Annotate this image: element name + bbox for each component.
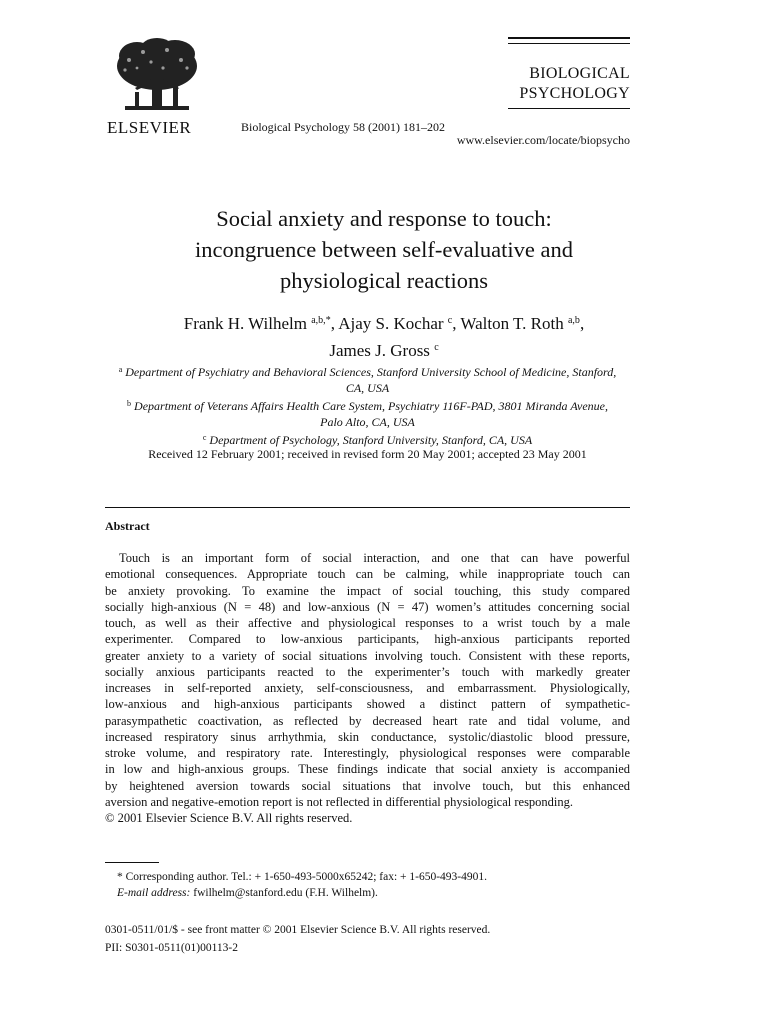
journal-rule-second [508, 43, 630, 44]
paper-title [100, 203, 668, 296]
email-note [117, 885, 487, 901]
footnote-rule [105, 862, 159, 863]
journal-name-line2: PSYCHOLOGY [519, 85, 630, 102]
abstract-line: © 2001 Elsevier Science B.V. All rights reserved. [105, 811, 353, 825]
contact-numbers: Corresponding author. Tel.: + 1-650-493-5000x65242; fax: + 1-650-493-4901. [122, 871, 488, 883]
abstract-body [105, 550, 630, 826]
author-gross-affil: c [434, 342, 439, 353]
affiliation-text: Department of Veterans Affairs Health Care System, Psychiatry 116F-PAD, 3801 Miranda Avenue, [134, 399, 608, 413]
article-identifiers [105, 921, 490, 957]
affiliation-b [105, 396, 630, 430]
author-line2 [100, 336, 668, 363]
pii-line: PII: S0301-0511(01)00113-2 [105, 942, 238, 954]
author-kochar: , Ajay S. Kochar [330, 314, 444, 333]
title-line3: physiological reactions [279, 268, 489, 293]
affiliation-label: c [202, 433, 207, 442]
email-address[interactable]: fwilhelm@stanford.edu (F.H. Wilhelm). [190, 887, 378, 899]
affiliation-label: b [127, 399, 132, 408]
author-roth: , Walton T. Roth [452, 314, 564, 333]
author-kochar-affil: c [447, 315, 453, 326]
received-dates: Received 12 February 2001; received in revised form 20 May 2001; accepted 23 May 2001 [148, 447, 587, 461]
author-separator: , [579, 314, 585, 333]
journal-rule-bottom [508, 108, 630, 109]
author-roth-affil: a,b [567, 315, 580, 326]
abstract-line: increased respiratory sinus arrhythmia, skin conductance, systolic/diastolic blood pressure, [105, 729, 630, 744]
abstract-line: aversion and negative-emotion report is not reflected in differential physiological responding. [105, 794, 574, 809]
copyright-line: 0301-0511/01/$ - see front matter © 2001 Elsevier Science B.V. All rights reserved. [105, 924, 491, 936]
affiliation-text-cont: Palo Alto, CA, USA [320, 414, 415, 429]
affiliations [105, 362, 630, 449]
journal-name [500, 64, 630, 104]
affiliation-text-cont: CA, USA [345, 380, 390, 395]
corresponding-star[interactable]: * [325, 315, 331, 326]
abstract-line: touch, as well as their affective and physiological responses to a wrist touch by a male [105, 616, 630, 630]
abstract-heading: Abstract [105, 519, 150, 533]
affiliation-text: Department of Psychology, Stanford University, Stanford, CA, USA [209, 433, 533, 447]
journal-citation: Biological Psychology 58 (2001) 181–202 [241, 120, 445, 134]
publisher-name: ELSEVIER [107, 118, 192, 137]
journal-url[interactable]: www.elsevier.com/locate/biopsycho [456, 133, 630, 147]
abstract-line: socially anxious participants reacted to the experimenter’s touch with markedly greater [105, 664, 630, 679]
footnote-star: * [117, 871, 123, 883]
title-line2: incongruence between self-evaluative and [195, 237, 573, 262]
abstract-line: by heightened aversion towards social situations that involve touch, but this enhanced [105, 778, 630, 793]
corresponding-author-note [117, 869, 487, 885]
author-gross: James J. Gross [329, 341, 430, 360]
email-label: E-mail address: [117, 887, 191, 899]
abstract-line: low-anxious and high-anxious participants showed a distinct pattern of sympathetic- [105, 697, 630, 712]
abstract-line: Touch is an important form of social interaction, and one that can have powerful [119, 551, 630, 565]
author-line1 [100, 309, 668, 336]
title-line1: Social anxiety and response to touch: [216, 206, 552, 231]
abstract-line: be anxiety provoking. To examine the impact of social touching, this study compared [105, 583, 630, 598]
affiliation-text: Department of Psychiatry and Behavioral Sciences, Stanford University School of Medicine, Stanford, [125, 365, 617, 379]
abstract-line: stroke volume, and respiratory rate. Interestingly, physiological responses were comparable [105, 746, 630, 760]
affiliation-c [105, 430, 630, 449]
author-list [100, 309, 668, 363]
abstract-line: experimenter. Compared to low-anxious participants, high-anxious participants reported [105, 632, 630, 647]
journal-rule-top [508, 37, 630, 39]
affiliation-a [105, 362, 630, 396]
affiliation-label: a [118, 365, 123, 374]
elsevier-tree-logo [107, 38, 207, 116]
section-divider [105, 507, 630, 508]
abstract-line: emotional consequences. Appropriate touch can be calming, while inappropriate touch can [105, 567, 630, 582]
abstract-line: greater anxiety to a variety of social situations involving touch. Consistent with these reports, [105, 648, 630, 663]
abstract-line: in low and high-anxious groups. These findings indicate that social anxiety is accompanied [105, 762, 630, 777]
abstract-line: socially high-anxious (N = 48) and low-anxious (N = 47) women’s attitudes concerning social [105, 599, 630, 614]
journal-name-line1: BIOLOGICAL [529, 65, 630, 82]
tree-logo-icon [107, 38, 207, 116]
footnote [117, 869, 487, 901]
author-wilhelm-affil: a,b,* [311, 315, 331, 326]
author-wilhelm: Frank H. Wilhelm [183, 314, 307, 333]
abstract-line: parasympathetic coactivation, as reflected by decreased heart rate and tidal volume, and [105, 713, 630, 728]
abstract-line: increases in self-reported anxiety, self-consciousness, and embarrassment. Physiologically, [105, 681, 630, 695]
